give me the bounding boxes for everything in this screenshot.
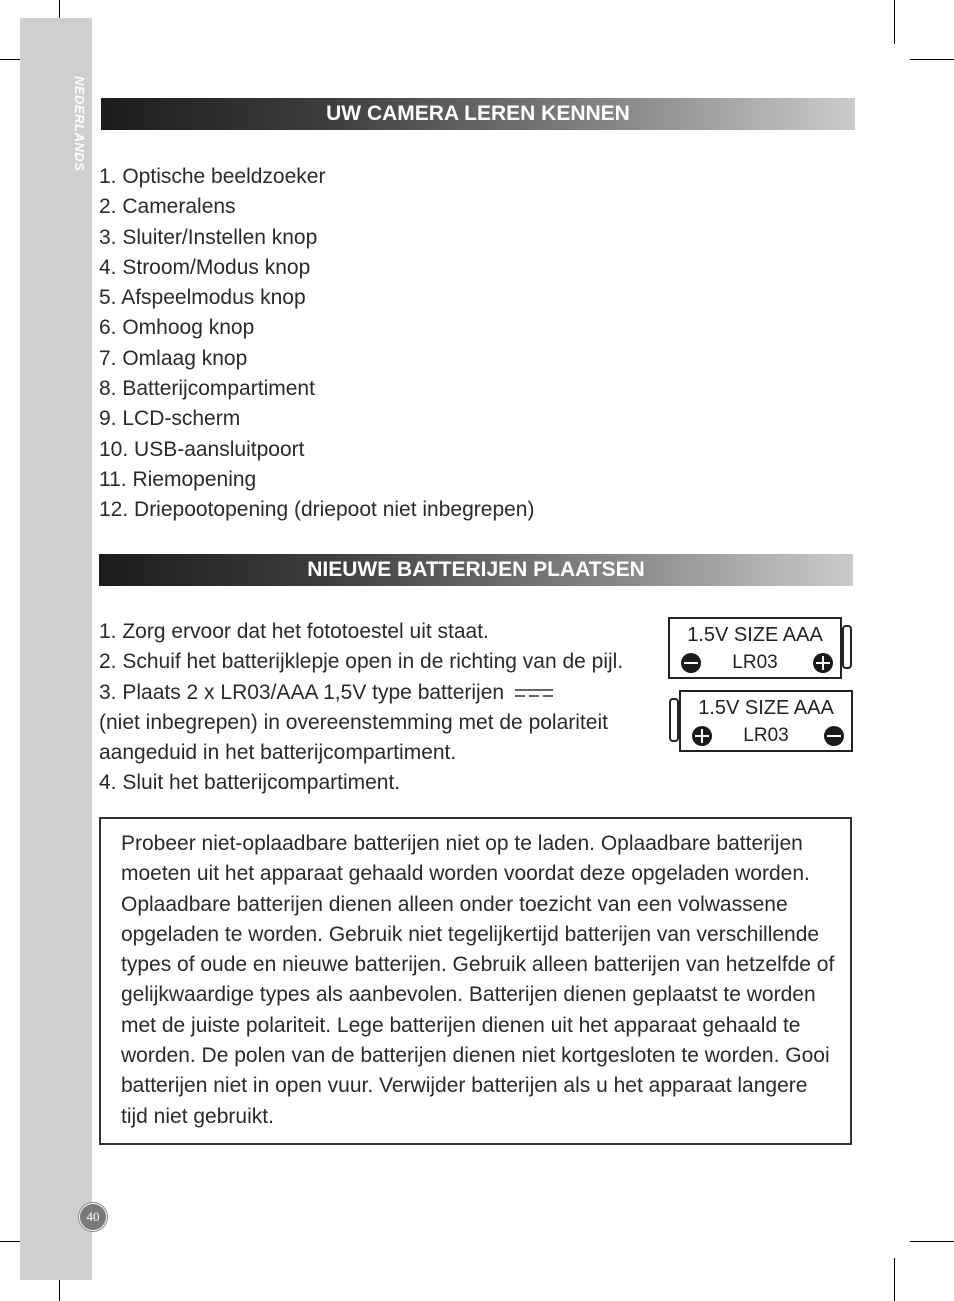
battery-cap <box>669 698 679 742</box>
list-item: 9. LCD-scherm <box>99 407 241 431</box>
step-1: 1. Zorg ervoor dat het fototoestel uit staat. <box>99 620 489 643</box>
camera-parts-list <box>99 162 534 526</box>
crop-mark <box>910 1241 954 1242</box>
language-label: NEDERLANDS <box>72 76 87 172</box>
list-item: 1. Optische beeldzoeker <box>99 165 326 188</box>
battery-warning-box <box>99 817 852 1145</box>
crop-mark <box>910 59 954 60</box>
step-3 <box>99 678 659 708</box>
list-item: 11. Riemopening <box>99 467 257 491</box>
list-item: 5. Afspeelmodus knop <box>99 286 306 310</box>
list-item: 8. Batterijcompartiment <box>99 377 315 401</box>
plus-terminal-icon <box>691 725 713 747</box>
step-4: 4. Sluit het batterijcompartiment. <box>99 771 401 795</box>
list-item: 2. Cameralens <box>99 195 236 219</box>
step-3-continued: (niet inbegrepen) in overeenstemming met de polariteit <box>99 710 608 734</box>
list-item: 6. Omhoog knop <box>99 316 255 340</box>
minus-terminal-icon <box>680 652 702 674</box>
battery-warning-text: Probeer niet-oplaadbare batterijen niet op te laden. Oplaadbare batterijen moeten uit het apparaat gehaald worden voordat deze opgeladen worden. Oplaadbare batterijen dienen alleen onder toezicht van een volwassene opgeladen te worden. Gebruik niet tegelijkertijd batterijen van verschillende types of oude en nieuwe batterijen. Gebruik alleen batterijen van hetzelfde of gelijkwaardige types als aanbevolen. Batterijen dienen geplaatst te worden met de juiste polariteit. Lege batterijen dienen uit het apparaat gehaald te worden. De polen van de batterijen dienen niet kortgesloten te worden. Gooi batterijen niet in open vuur. Verwijder batterijen als u het apparaat langere tijd niet gebruikt. <box>121 832 835 1128</box>
list-item: 12. Driepootopening (driepoot niet inbegrepen) <box>99 498 535 522</box>
list-item: 7. Omlaag knop <box>99 346 248 370</box>
list-item: 3. Sluiter/Instellen knop <box>99 225 318 249</box>
list-item: 4. Stroom/Modus knop <box>99 255 311 279</box>
section-header-camera: UW CAMERA LEREN KENNEN <box>101 98 855 130</box>
crop-mark <box>894 1258 895 1301</box>
battery-cap <box>842 625 852 669</box>
crop-mark <box>894 0 895 44</box>
list-item: 10. USB-aansluitpoort <box>99 437 305 461</box>
step-2: 2. Schuif het batterijklepje open in de richting van de pijl. <box>99 650 624 674</box>
step-3-text: 3. Plaats 2 x LR03/AAA 1,5V type batterijen <box>99 680 505 704</box>
plus-terminal-icon <box>812 652 834 674</box>
minus-terminal-icon <box>823 725 845 747</box>
section-header-batteries: NIEUWE BATTERIJEN PLAATSEN <box>99 554 853 586</box>
battery-illustration <box>668 617 842 679</box>
page-number: 40 <box>79 1203 107 1231</box>
battery-size-label: 1.5V SIZE AAA <box>698 697 834 719</box>
battery-type-label: LR03 <box>743 725 789 746</box>
battery-size-label: 1.5V SIZE AAA <box>687 624 823 646</box>
sidebar-strip <box>20 18 92 1280</box>
battery-steps <box>99 617 659 799</box>
step-3-continued-2: aangeduid in het batterijcompartiment. <box>99 741 457 765</box>
direct-current-icon <box>514 686 554 700</box>
battery-type-label: LR03 <box>732 652 778 673</box>
battery-illustration <box>679 690 853 752</box>
